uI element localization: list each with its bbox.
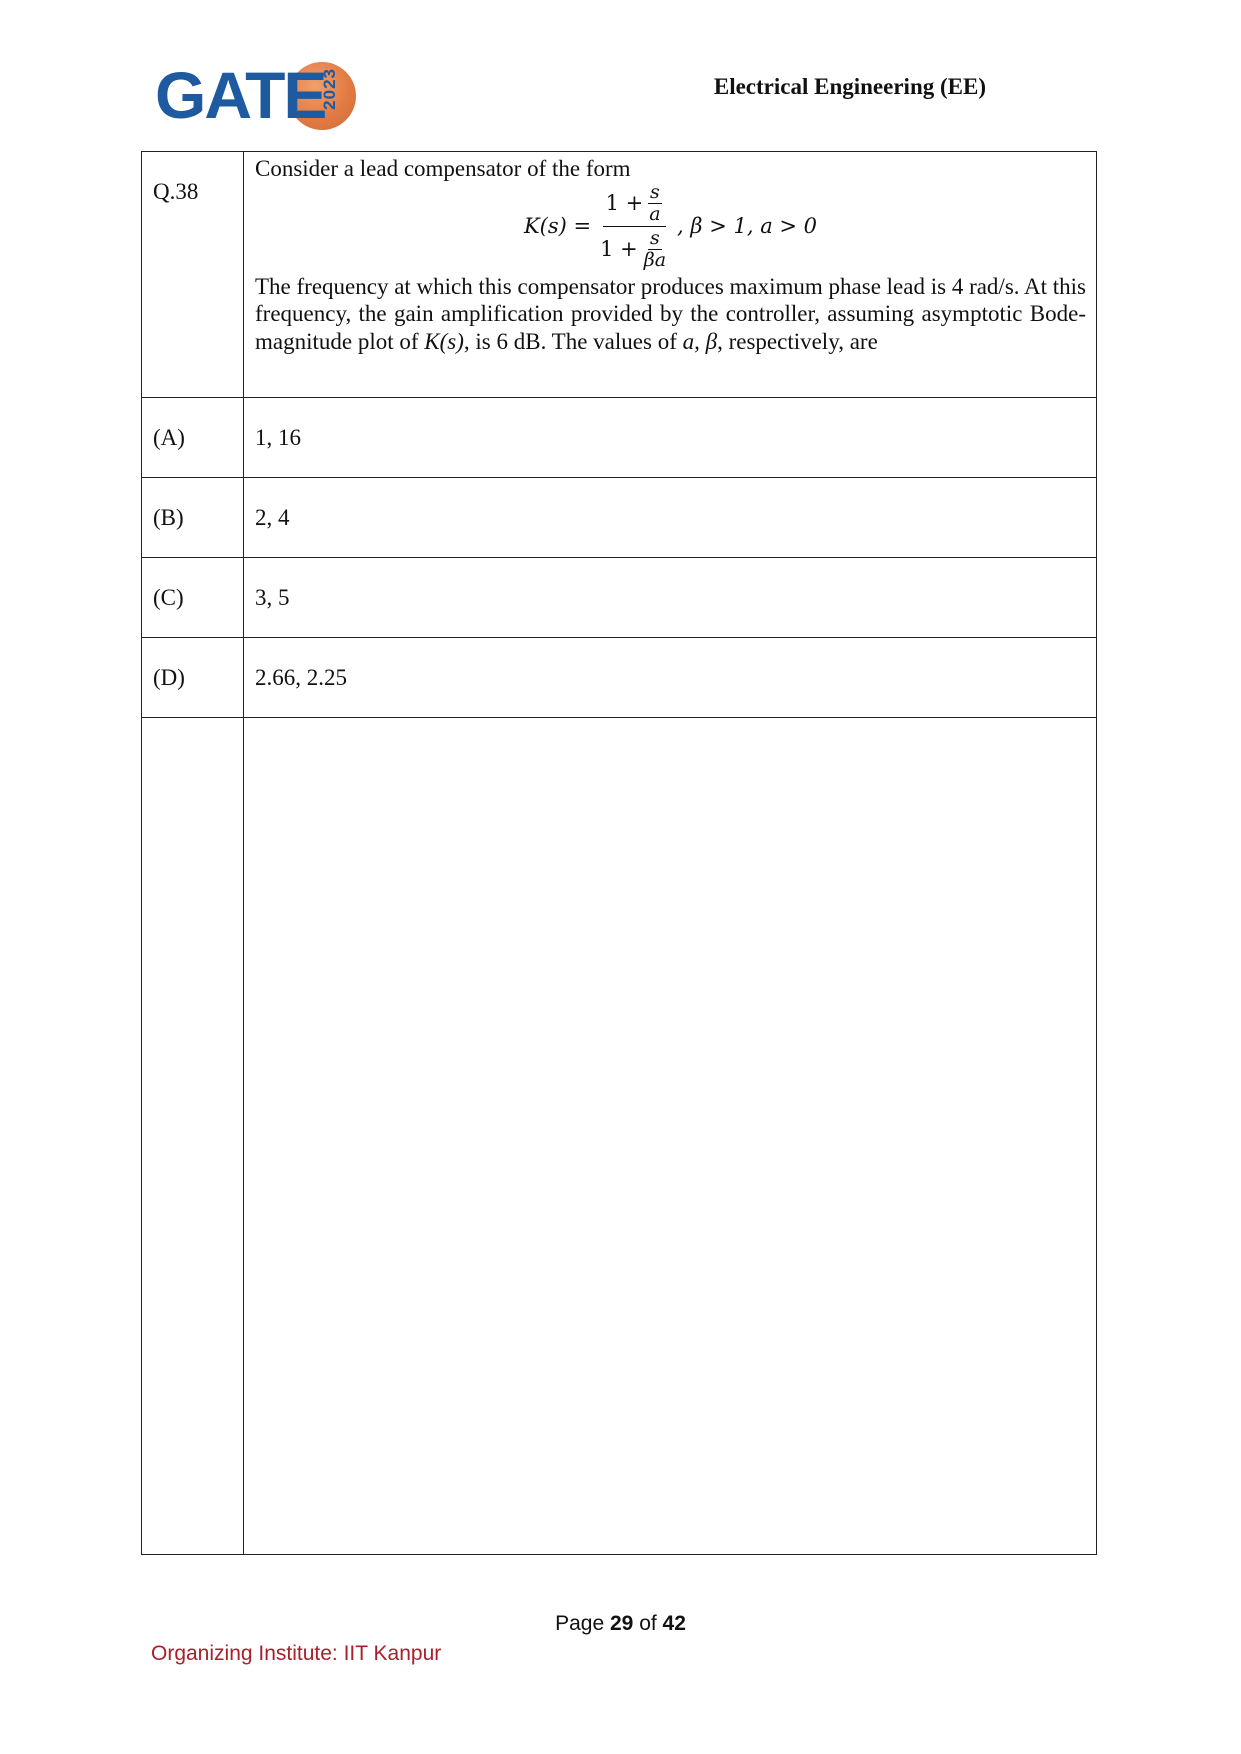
page-number [0,1612,1241,1636]
organizing-institute: Organizing Institute: IIT Kanpur [151,1642,442,1665]
logo-year: 2023 [320,68,339,110]
stem-part1: The frequency at which this compensator produces maximum phase lead is 4 rad/s. At this frequency, the gain amplification provided by the controller, assuming asymptotic Bode-magnitude plot of [255,273,1086,354]
option-row-a [142,398,1097,478]
question-intro: Consider a lead compensator of the form [255,156,631,181]
question-number: Q.38 [142,152,244,398]
option-row-b [142,478,1097,558]
option-label: (A) [142,398,244,478]
denominator-one-plus: 1 + [600,236,638,261]
option-text: 2, 4 [244,478,1097,558]
gate-logo [155,58,365,138]
question-stem [255,273,1086,356]
page-total: 42 [662,1612,686,1635]
option-label: (C) [142,558,244,638]
page-prefix: Page [555,1612,605,1635]
option-row-d [142,638,1097,718]
stem-ks: K(s) [424,328,464,354]
formula-lhs: K(s) = [523,213,592,238]
page-of: of [639,1612,657,1635]
numerator-subfraction [647,180,662,225]
blank-cell-right [244,718,1097,1555]
numerator-one-plus: 1 + [605,190,644,215]
option-label: (D) [142,638,244,718]
stem-vars: a, β [682,328,718,354]
option-text: 2.66, 2.25 [244,638,1097,718]
formula-conditions: , β > 1, a > 0 [677,213,818,238]
denominator-subfraction [642,226,668,271]
subject-title: Electrical Engineering (EE) [713,74,986,99]
numerator-sub-bottom: a [649,202,661,225]
stem-part3: , respectively, are [717,328,878,354]
page-current: 29 [609,1612,634,1635]
blank-cell-left [142,718,244,1555]
formula-numerator [603,180,666,227]
formula [255,180,1086,271]
stem-part2: , is 6 dB. The values of [463,328,677,354]
option-text: 1, 16 [244,398,1097,478]
formula-denominator [597,227,671,270]
question-row [142,152,1097,398]
logo-text: GATE [155,58,326,132]
question-body [244,152,1097,398]
formula-fraction [597,180,671,271]
question-table [141,151,1097,1555]
option-row-c [142,558,1097,638]
blank-row [142,718,1097,1555]
denominator-sub-bottom: βa [643,248,667,271]
option-text: 3, 5 [244,558,1097,638]
option-label: (B) [142,478,244,558]
numerator-sub-top: s [650,180,660,203]
denominator-sub-top: s [650,226,660,249]
